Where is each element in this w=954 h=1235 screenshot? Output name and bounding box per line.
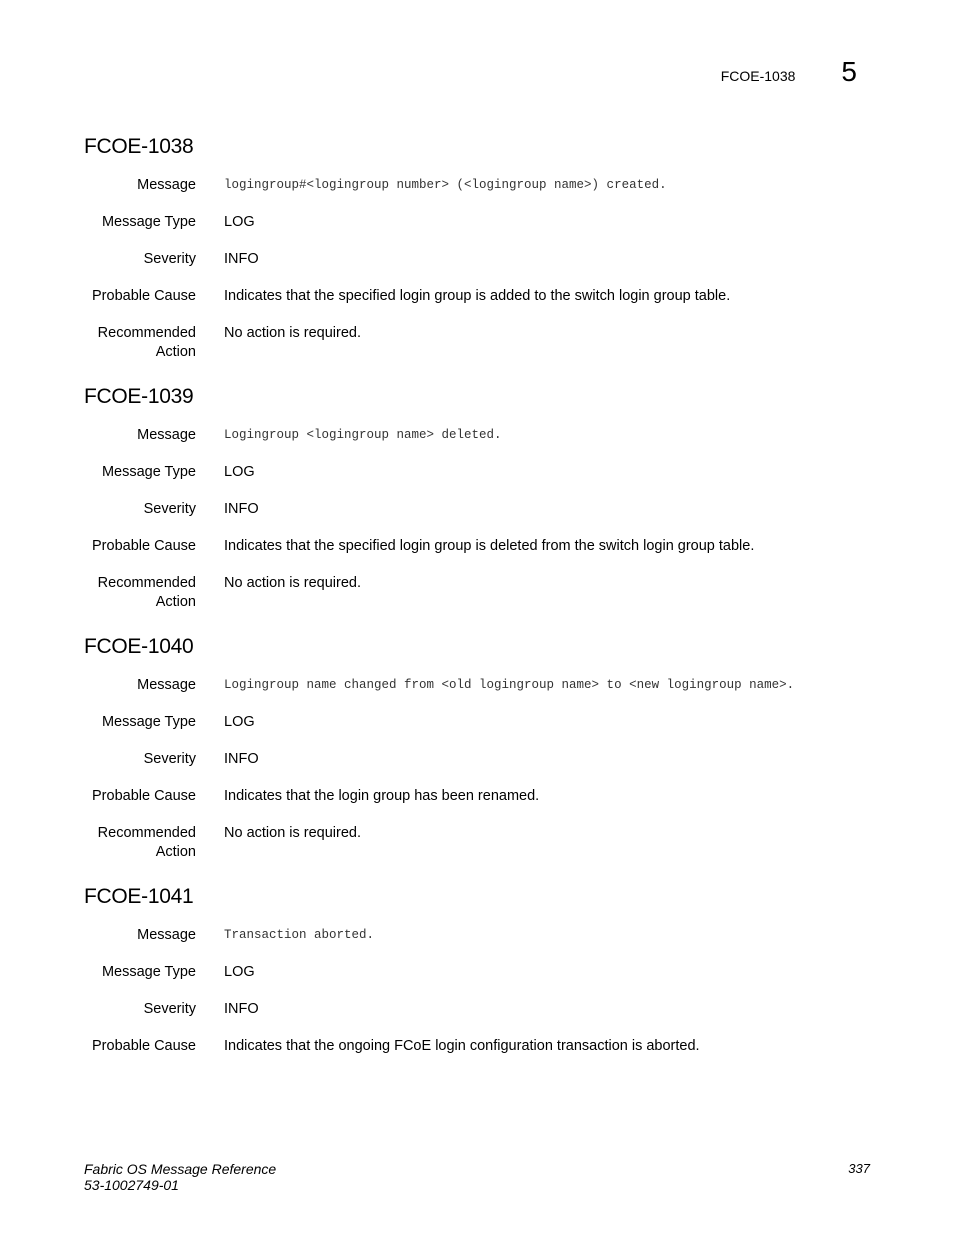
recommended-label-line1: Recommended	[97, 325, 196, 341]
section-title: FCOE-1040	[84, 635, 194, 658]
probable-cause-row	[84, 537, 884, 556]
recommended-action-text: No action is required.	[224, 825, 362, 841]
message-text: Transaction aborted.	[224, 928, 375, 942]
severity-row	[84, 250, 884, 269]
message-entry	[84, 632, 884, 862]
recommended-label-line1: Recommended	[97, 575, 196, 591]
probable-cause-label: Probable Cause	[92, 288, 196, 304]
message-type-value: LOG	[224, 214, 255, 230]
page-content	[84, 132, 884, 1056]
message-type-value: LOG	[224, 964, 255, 980]
message-type-value: LOG	[224, 714, 255, 730]
section-title: FCOE-1039	[84, 385, 194, 408]
section-title: FCOE-1038	[84, 135, 194, 158]
message-type-row	[84, 713, 884, 732]
message-row	[84, 176, 884, 195]
recommended-label-line2: Action	[155, 344, 196, 360]
footer-doc-number: 53-1002749-01	[84, 1177, 179, 1193]
message-label: Message	[137, 177, 196, 193]
probable-cause-label: Probable Cause	[92, 1038, 196, 1054]
probable-cause-label: Probable Cause	[92, 538, 196, 554]
severity-row	[84, 500, 884, 519]
message-label: Message	[137, 427, 196, 443]
message-type-value: LOG	[224, 464, 255, 480]
severity-value: INFO	[224, 1001, 259, 1017]
message-label: Message	[137, 927, 196, 943]
message-type-row	[84, 463, 884, 482]
message-type-row	[84, 213, 884, 232]
recommended-action-row	[84, 824, 884, 862]
message-row	[84, 426, 884, 445]
severity-label: Severity	[143, 501, 196, 517]
severity-row	[84, 1000, 884, 1019]
probable-cause-text: Indicates that the login group has been renamed.	[224, 788, 540, 804]
message-type-label: Message Type	[101, 464, 196, 480]
recommended-action-label	[84, 824, 196, 862]
footer-doc-title: Fabric OS Message Reference	[84, 1161, 277, 1177]
chapter-number: 5	[841, 56, 857, 87]
message-type-label: Message Type	[101, 214, 196, 230]
severity-label: Severity	[143, 251, 196, 267]
recommended-label-line2: Action	[155, 594, 196, 610]
message-row	[84, 676, 884, 695]
message-type-row	[84, 963, 884, 982]
recommended-label-line1: Recommended	[97, 825, 196, 841]
recommended-action-text: No action is required.	[224, 325, 362, 341]
message-type-label: Message Type	[101, 714, 196, 730]
page-header	[721, 56, 857, 88]
message-entry	[84, 132, 884, 362]
recommended-action-label	[84, 324, 196, 362]
probable-cause-row	[84, 787, 884, 806]
recommended-label-line2: Action	[155, 844, 196, 860]
recommended-action-label	[84, 574, 196, 612]
severity-row	[84, 750, 884, 769]
message-label: Message	[137, 677, 196, 693]
recommended-action-row	[84, 574, 884, 612]
recommended-action-text: No action is required.	[224, 575, 362, 591]
probable-cause-label: Probable Cause	[92, 788, 196, 804]
message-entry	[84, 382, 884, 612]
section-title: FCOE-1041	[84, 885, 194, 908]
severity-value: INFO	[224, 251, 259, 267]
severity-label: Severity	[143, 1001, 196, 1017]
probable-cause-text: Indicates that the specified login group is deleted from the switch login group table.	[224, 538, 755, 554]
running-header-ref: FCOE-1038	[720, 68, 796, 84]
message-entry	[84, 882, 884, 1056]
page-number: 337	[848, 1161, 870, 1176]
message-type-label: Message Type	[101, 964, 196, 980]
message-row	[84, 926, 884, 945]
message-text: Logingroup <logingroup name> deleted.	[224, 428, 502, 442]
message-text: Logingroup name changed from <old logingroup name> to <new logingroup name>.	[224, 678, 795, 692]
footer-doc-info	[84, 1161, 276, 1193]
probable-cause-row	[84, 1037, 884, 1056]
severity-label: Severity	[143, 751, 196, 767]
recommended-action-row	[84, 324, 884, 362]
probable-cause-row	[84, 287, 884, 306]
severity-value: INFO	[224, 751, 259, 767]
message-text: logingroup#<logingroup number> (<logingroup name>) created.	[224, 178, 667, 192]
probable-cause-text: Indicates that the ongoing FCoE login configuration transaction is aborted.	[224, 1038, 700, 1054]
probable-cause-text: Indicates that the specified login group is added to the switch login group table.	[224, 288, 731, 304]
severity-value: INFO	[224, 501, 259, 517]
